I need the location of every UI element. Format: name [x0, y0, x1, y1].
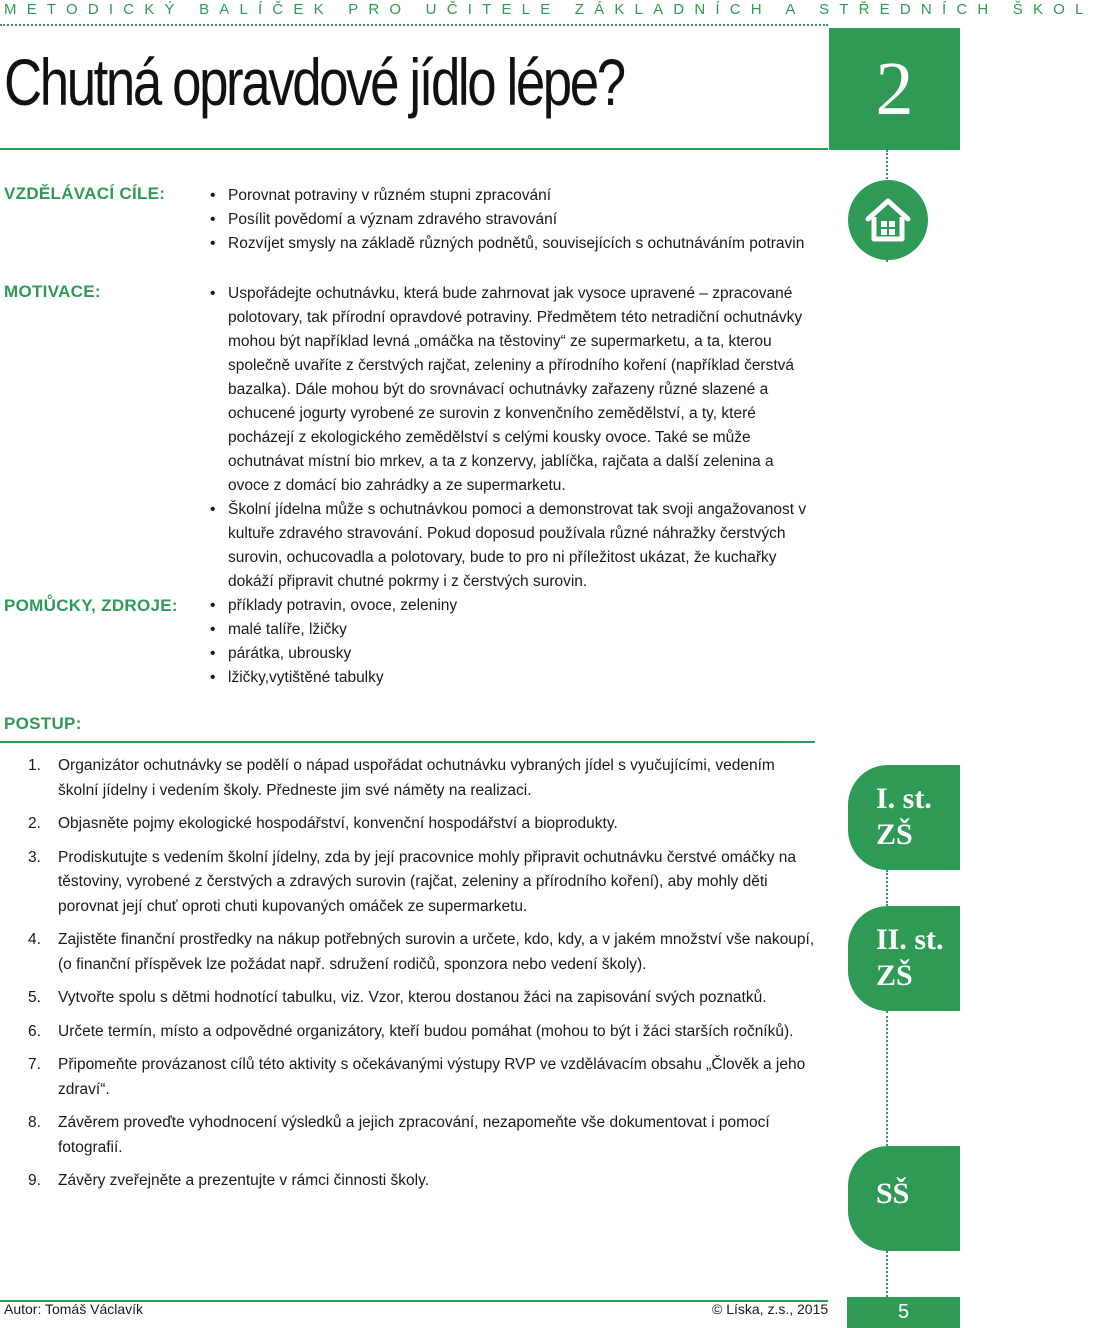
level-label: II. st.: [876, 923, 944, 956]
level-badge-ss: [848, 1146, 960, 1251]
step-item: [28, 1020, 818, 1045]
step-text: Objasněte pojmy ekologické hospodářství, konvenční hospodářství a bioprodukty.: [58, 815, 618, 832]
cile-list: [210, 184, 820, 256]
step-text: Určete termín, místo a odpovědné organizátory, kteří budou pomáhat (mohou to být i žáci starších ročníků).: [58, 1022, 794, 1040]
step-number: 9.: [28, 1172, 41, 1189]
list-item: • lžičky,vytištěné tabulky: [210, 666, 820, 690]
step-text: Závěry zveřejněte a prezentujte v rámci činnosti školy.: [58, 1172, 430, 1189]
step-item: [28, 986, 818, 1011]
step-item: [28, 846, 818, 920]
postup-steps: [28, 754, 818, 1203]
step-item: [28, 812, 818, 837]
level-label: I. st.: [876, 782, 932, 815]
step-text: Závěrem proveďte vyhodnocení výsledků a jejich zpracování, nezapomeňte vše dokumentovat i pomocí fotografií.: [58, 1114, 770, 1156]
level-dotted-connector: [886, 1011, 888, 1146]
level-dotted-connector: [886, 870, 888, 906]
page-title: Chutná opravdové jídlo lépe?: [4, 45, 624, 119]
list-item: • příklady potravin, ovoce, zeleniny: [210, 594, 820, 618]
step-item: [28, 1169, 818, 1194]
level-badge-1st-zs: [848, 765, 960, 870]
step-number: 4.: [28, 931, 41, 948]
list-item: • Rozvíjet smysly na základě různých podnětů, souvisejících s ochutnáváním potravin: [210, 232, 820, 256]
step-text: Prodiskutujte s vedením školní jídelny, zda by její pracovnice mohly připravit ochutnávku čerstvé omáčky na těstoviny, vyrobené z čerstvých a zdravých surovin (rajčat, zeleniny a přírodního koření), aby mohly děti porovnat její chuť oproti chuti kupovaných omáček ze supermarketu.: [58, 848, 797, 915]
header-dotted-rule: [0, 24, 828, 26]
home-badge: [848, 180, 928, 260]
list-item: • párátka, ubrousky: [210, 642, 820, 666]
step-number: 1.: [28, 757, 41, 774]
level-badge-2nd-zs: [848, 906, 960, 1011]
home-icon: [864, 197, 912, 243]
label-postup: POSTUP:: [4, 714, 82, 733]
list-item: • Porovnat potraviny v různém stupni zpracování: [210, 184, 820, 208]
series-title: METODICKÝ BALÍČEK PRO UČITELE ZÁKLADNÍCH A STŘEDNÍCH ŠKOL: [4, 1, 1094, 18]
step-number: 6.: [28, 1022, 41, 1040]
label-motivace: MOTIVACE:: [4, 282, 101, 301]
list-item: • malé talíře, lžičky: [210, 618, 820, 642]
list-item: • Školní jídelna může s ochutnávkou pomoci a demonstrovat tak svoji angažovanost v kultuře zdravého stravování. Pokud doposud používala různé náhražky čerstvých surovin, ochucovadla a polotovary, bude to pro ni příležitost ukázat, že kuchařky dokáží připravit chutné pokrmy i z čerstvých surovin.: [210, 498, 810, 594]
footer-author: Autor: Tomáš Václavík: [4, 1301, 144, 1317]
list-item: • Posílit povědomí a význam zdravého stravování: [210, 208, 820, 232]
step-text: Připomeňte provázanost cílů této aktivity s očekávanými výstupy RVP ve vzdělávacím obsahu „Člověk a jeho zdraví“.: [58, 1056, 806, 1098]
level-label: SŠ: [876, 1177, 910, 1210]
footer-copyright: © Líska, z.s., 2015: [712, 1301, 829, 1317]
chapter-number: 2: [829, 28, 960, 150]
step-item: [28, 1111, 818, 1160]
pomucky-list: [210, 594, 820, 690]
step-number: 5.: [28, 989, 41, 1006]
label-pomucky: POMŮCKY, ZDROJE:: [4, 596, 178, 615]
step-text: Zajistěte finanční prostředky na nákup potřebných surovin a určete, kdo, kdy, a v jakém množství vše nakoupí, (o finanční příspěvek lze požádat např. sdružení rodičů, sponzora nebo vedení školy).: [58, 931, 815, 973]
postup-rule: [0, 741, 815, 743]
level-dotted-connector: [886, 1251, 888, 1297]
list-item: • Uspořádejte ochutnávku, která bude zahrnovat jak vysoce upravené – zpracované polotovary, tak přírodní opravdové potraviny. Předmětem této netradiční ochutnávky mohou být například levná „omáčka na těstoviny“ ze supermarketu, a ta, kterou společně uvaříte z čerstvých rajčat, zeleniny a přírodního koření (například čerstvá bazalka). Dále mohou být do srovnávací ochutnávky zařazeny různé slazené a ochucené jogurty vyrobené ze surovin z konvenčního zemědělství, a ty, které pocházejí z ekologického zemědělství s celými kousky ovoce. Také se může ochutnávat místní bio mrkev, a ta z konzervy, jablíčka, rajčata a další zelenina a ovoce z domácí bio zahrádky a ze supermarketu.: [210, 282, 810, 498]
header-strip: [0, 0, 1094, 28]
step-number: 7.: [28, 1056, 41, 1073]
motivace-list: [210, 282, 810, 594]
step-number: 2.: [28, 815, 41, 832]
step-item: [28, 1053, 818, 1102]
step-text: Vytvořte spolu s dětmi hodnotící tabulku, viz. Vzor, kterou dostanou žáci na zapisování svých poznatků.: [58, 989, 767, 1006]
step-number: 8.: [28, 1114, 41, 1131]
title-rule: [0, 148, 828, 150]
step-text: Organizátor ochutnávky se podělí o nápad uspořádat ochutnávku vybraných jídel s vyučujícími, vedením školní jídelny i vedením školy. Předneste jim své náměty na realizaci.: [58, 757, 775, 799]
step-item: [28, 928, 818, 977]
level-label: ZŠ: [876, 818, 913, 851]
step-item: [28, 754, 818, 803]
page-number: 5: [847, 1297, 960, 1328]
level-label: ZŠ: [876, 959, 913, 992]
label-cile: VZDĚLÁVACÍ CÍLE:: [4, 184, 166, 203]
step-number: 3.: [28, 848, 41, 866]
